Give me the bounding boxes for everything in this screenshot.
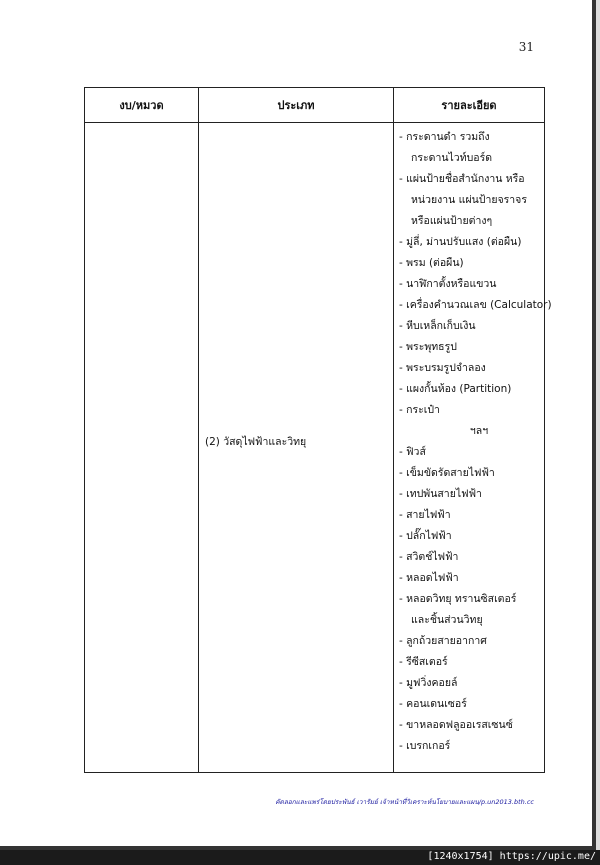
detail-item: - หลอดไฟฟ้า bbox=[399, 572, 459, 584]
detail-item: - ลูกถ้วยสายอากาศ bbox=[399, 635, 487, 647]
detail-item: - เทปพันสายไฟฟ้า bbox=[399, 488, 482, 500]
detail-item: - แผ่นป้ายชื่อสำนักงาน หรือ bbox=[399, 173, 525, 185]
detail-item: - สวิตช์ไฟฟ้า bbox=[399, 551, 459, 563]
detail-item: - กระดานดำ รวมถึง bbox=[399, 131, 490, 143]
detail-item: - หีบเหล็กเก็บเงิน bbox=[399, 320, 476, 332]
detail-item: - ฟิวส์ bbox=[399, 446, 426, 458]
header-category: งบ/หมวด bbox=[85, 88, 199, 123]
detail-item: - เบรกเกอร์ bbox=[399, 740, 451, 752]
detail-item: และชิ้นส่วนวิทยุ bbox=[411, 614, 483, 626]
detail-item: - ปลั๊กไฟฟ้า bbox=[399, 530, 452, 542]
type-label: (2) วัสดุไฟฟ้าและวิทยุ bbox=[205, 435, 307, 448]
detail-item: - หลอดวิทยุ ทรานซิสเตอร์ bbox=[399, 593, 517, 605]
detail-item: กระดานไวท์บอร์ด bbox=[411, 152, 493, 164]
detail-item: - เครื่องคำนวณเลข (Calculator) bbox=[399, 299, 552, 311]
detail-item: - กระเป๋า bbox=[399, 404, 440, 416]
detail-item: - คอนเดนเซอร์ bbox=[399, 698, 467, 710]
details-cell bbox=[394, 123, 552, 773]
detail-item: - พระบรมรูปจำลอง bbox=[399, 362, 486, 374]
detail-item: หน่วยงาน แผ่นป้ายจราจร bbox=[411, 194, 527, 206]
watermark-bar bbox=[0, 850, 600, 865]
detail-item: - มูฟวิ่งคอยล์ bbox=[399, 677, 458, 689]
detail-item: - พรม (ต่อผืน) bbox=[399, 257, 464, 269]
detail-item: - แผงกั้นห้อง (Partition) bbox=[399, 383, 512, 395]
detail-item: - นาฬิกาตั้งหรือแขวน bbox=[399, 278, 497, 290]
table-row bbox=[85, 123, 545, 773]
detail-item: - สายไฟฟ้า bbox=[399, 509, 451, 521]
table-header-row bbox=[85, 88, 545, 123]
detail-item: หรือแผ่นป้ายต่างๆ bbox=[411, 215, 493, 227]
footer-credit: คัดลอกและแพร่โดยประพันธ์ เวารัมย์ เจ้าหน้าที่วิเคราะห์นโยบายและแผน/p.un2013.bth.cc bbox=[275, 798, 534, 806]
detail-item: ฯลฯ bbox=[469, 425, 489, 437]
detail-item: - รีซีสเตอร์ bbox=[399, 656, 448, 668]
detail-item: - ขาหลอดฟลูออเรสเซนซ์ bbox=[399, 719, 513, 731]
page-number: 31 bbox=[518, 40, 534, 54]
detail-item: - พระพุทธรูป bbox=[399, 341, 457, 353]
type-cell bbox=[199, 123, 394, 773]
detail-item: - มู่ลี่, ม่านปรับแสง (ต่อผืน) bbox=[399, 236, 522, 248]
header-type: ประเภท bbox=[199, 88, 394, 123]
header-details: รายละเอียด bbox=[394, 88, 545, 123]
detail-list bbox=[395, 124, 552, 757]
budget-category-table bbox=[84, 87, 552, 773]
watermark-text: [1240x1754] https://upic.me/ bbox=[427, 851, 596, 862]
category-cell bbox=[85, 123, 199, 773]
detail-item: - เข็มขัดรัดสายไฟฟ้า bbox=[399, 467, 495, 479]
